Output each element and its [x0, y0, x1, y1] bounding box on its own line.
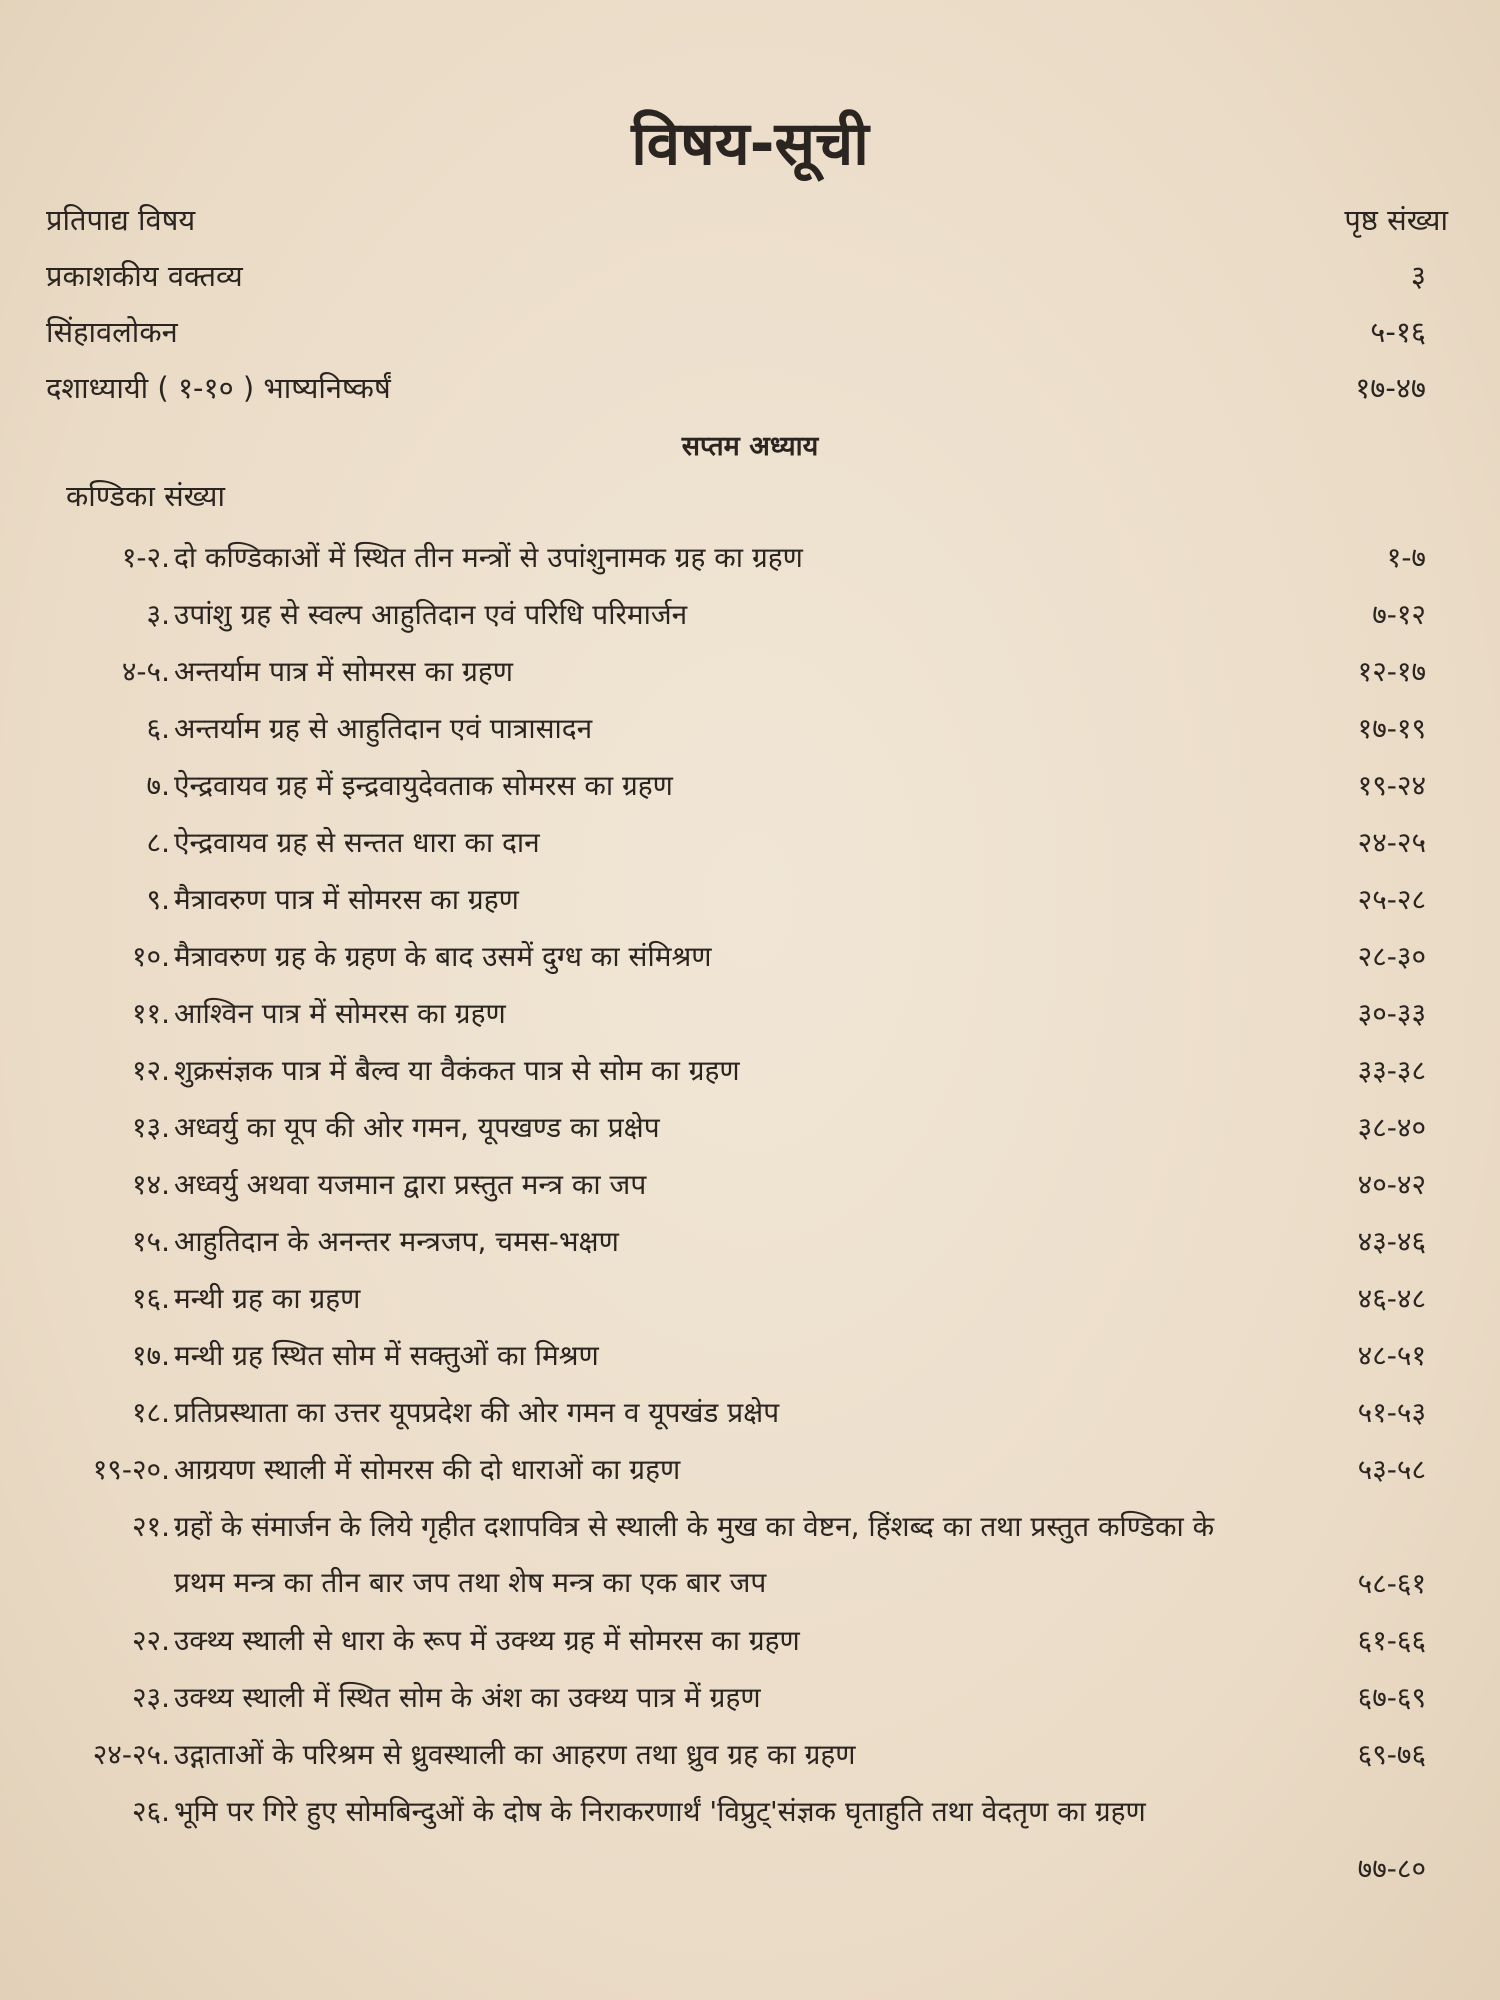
entry-text: उपांशु ग्रह से स्वल्प आहुतिदान एवं परिधि परिमार्जन — [174, 598, 688, 631]
entry-text: आग्रयण स्थाली में सोमरस की दो धाराओं का ग्रहण — [174, 1453, 681, 1486]
section-title: सप्तम अध्याय — [681, 431, 819, 462]
entry-text: मन्थी ग्रह का ग्रहण — [174, 1282, 361, 1315]
entry-page-range: ७७-८० — [1357, 1852, 1426, 1885]
entry-text: अन्तर्याम ग्रह से आहुतिदान एवं पात्रासादन — [174, 712, 593, 745]
entry-text: ऐन्द्रवायव ग्रह से सन्तत धारा का दान — [174, 826, 540, 859]
entry-text: आश्विन पात्र में सोमरस का ग्रहण — [174, 997, 506, 1030]
kandika-number: १-२. — [121, 541, 170, 574]
entry-text: उक्थ्य स्थाली से धारा के रूप में उक्थ्य ग्रह में सोमरस का ग्रहण — [174, 1624, 800, 1657]
entry-text: दो कण्डिकाओं में स्थित तीन मन्त्रों से उपांशुनामक ग्रह का ग्रहण — [174, 541, 803, 574]
entry-page-range: ३३-३८ — [1357, 1054, 1426, 1087]
page-column-header: पृष्ठ संख्या — [1344, 203, 1448, 237]
kandika-number: १९-२०. — [92, 1453, 170, 1486]
kandika-number: १६. — [131, 1282, 170, 1315]
page-title: विषय-सूची — [631, 109, 869, 179]
kandika-number: २४-२५. — [92, 1738, 170, 1771]
entry-page-range: १७-१९ — [1357, 712, 1426, 745]
entry-page-range: २४-२५ — [1357, 826, 1426, 859]
entry-page-range: ५१-५३ — [1357, 1396, 1426, 1429]
kandika-column-label: कण्डिका संख्या — [66, 479, 225, 513]
kandika-number: १२. — [131, 1054, 170, 1087]
entry-text: मैत्रावरुण पात्र में सोमरस का ग्रहण — [174, 883, 519, 916]
entry-page-range: १२-१७ — [1357, 655, 1426, 688]
kandika-number: २१. — [131, 1510, 170, 1543]
kandika-number: १५. — [131, 1225, 170, 1258]
kandika-number: १३. — [131, 1111, 170, 1144]
kandika-number: २६. — [131, 1795, 170, 1828]
entry-text: ऐन्द्रवायव ग्रह में इन्द्रवायुदेवताक सोमरस का ग्रहण — [174, 769, 673, 802]
kandika-number: १७. — [131, 1339, 170, 1372]
front-matter-page: ५-१६ — [1370, 315, 1426, 349]
front-matter-page: ३ — [1410, 259, 1426, 293]
entry-text: मैत्रावरुण ग्रह के ग्रहण के बाद उसमें दुग्ध का संमिश्रण — [174, 940, 712, 973]
kandika-number: १८. — [131, 1396, 170, 1429]
entry-page-range: १९-२४ — [1357, 769, 1426, 802]
entry-text: अध्वर्यु का यूप की ओर गमन, यूपखण्ड का प्रक्षेप — [174, 1111, 660, 1144]
entry-page-range: ६७-६९ — [1357, 1681, 1426, 1714]
entry-page-range: ६९-७६ — [1357, 1738, 1426, 1771]
entry-page-range: ३०-३३ — [1357, 997, 1426, 1030]
entry-text: अन्तर्याम पात्र में सोमरस का ग्रहण — [174, 655, 514, 688]
kandika-number: १०. — [131, 940, 170, 973]
kandika-number: ८. — [146, 826, 170, 859]
entry-text: मन्थी ग्रह स्थित सोम में सक्तुओं का मिश्रण — [174, 1339, 599, 1372]
entry-text: अध्वर्यु अथवा यजमान द्वारा प्रस्तुत मन्त्र का जप — [174, 1168, 647, 1201]
entry-page-range: ७-१२ — [1372, 598, 1426, 631]
entry-text: ग्रहों के संमार्जन के लिये गृहीत दशापवित्र से स्थाली के मुख का वेष्टन, हिंशब्द का तथा प्रस्तुत कण्डिका के प्रथम मन्त्र का तीन बार जप तथा शेष मन्त्र का एक बार जप — [174, 1510, 1215, 1599]
front-matter-page: १७-४७ — [1355, 371, 1426, 405]
entry-text: भूमि पर गिरे हुए सोमबिन्दुओं के दोष के निराकरणार्थं 'विप्रुट्'संज्ञक घृताहुति तथा वेदतृण का ग्रहण — [174, 1795, 1146, 1828]
entry-page-range: ५३-५८ — [1357, 1453, 1426, 1486]
entry-text: आहुतिदान के अनन्तर मन्त्रजप, चमस-भक्षण — [174, 1225, 619, 1258]
kandika-number: १४. — [131, 1168, 170, 1201]
kandika-number: ९. — [146, 883, 170, 916]
entry-page-range: ४०-४२ — [1357, 1168, 1426, 1201]
entry-page-range: ५८-६१ — [1357, 1567, 1426, 1600]
entry-page-range: २५-२८ — [1357, 883, 1426, 916]
kandika-number: २३. — [131, 1681, 170, 1714]
front-matter-label: प्रकाशकीय वक्तव्य — [46, 259, 243, 293]
kandika-number: ४-५. — [121, 655, 170, 688]
kandika-number: २२. — [131, 1624, 170, 1657]
entry-page-range: १-७ — [1386, 541, 1426, 574]
entry-text: शुक्रसंज्ञक पात्र में बैल्व या वैकंकत पात्र से सोम का ग्रहण — [174, 1054, 740, 1087]
entry-page-range: ६१-६६ — [1357, 1624, 1426, 1657]
kandika-number: ३. — [146, 598, 170, 631]
entry-page-range: ३८-४० — [1357, 1111, 1426, 1144]
front-matter-label: दशाध्यायी ( १-१० ) भाष्यनिष्कर्षं — [46, 371, 391, 405]
entry-text: उक्थ्य स्थाली में स्थित सोम के अंश का उक्थ्य पात्र में ग्रहण — [174, 1681, 761, 1714]
entry-text: उद्गाताओं के परिश्रम से ध्रुवस्थाली का आहरण तथा ध्रुव ग्रह का ग्रहण — [174, 1738, 856, 1771]
front-matter-label: सिंहावलोकन — [46, 315, 178, 349]
entry-page-range: ४३-४६ — [1357, 1225, 1426, 1258]
subject-column-header: प्रतिपाद्य विषय — [46, 203, 196, 237]
kandika-number: ७. — [146, 769, 170, 802]
entry-page-range: २८-३० — [1357, 940, 1426, 973]
entry-page-range: ४८-५१ — [1357, 1339, 1426, 1372]
kandika-number: ११. — [131, 997, 170, 1030]
kandika-number: ६. — [146, 712, 170, 745]
entry-page-range: ४६-४८ — [1357, 1282, 1426, 1315]
entry-text: प्रतिप्रस्थाता का उत्तर यूपप्रदेश की ओर गमन व यूपखंड प्रक्षेप — [174, 1396, 780, 1429]
